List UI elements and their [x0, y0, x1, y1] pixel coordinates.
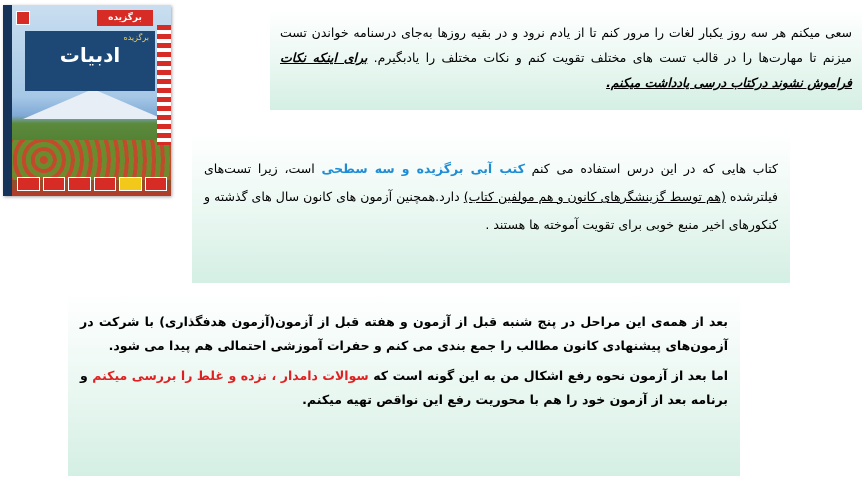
block: [17, 177, 40, 191]
book-title: ادبیات: [59, 43, 121, 67]
underlined-text: (هم توسط گزینشگرهای کانون و هم مولفین کتاب): [463, 189, 726, 204]
block: [119, 177, 142, 191]
paragraph: [204, 155, 778, 239]
block: [43, 177, 66, 191]
block: [94, 177, 117, 191]
study-tip-box-1: [270, 10, 862, 110]
body-text: سعی میکنم هر سه روز یکبار لغات را مرور کنم تا از یادم نرود و در بقیه روزها به‌جای درسنامه خواندن تست میزنم تا مهارت‌ها را در قالب تست های مختلف تقویت کنم و نکات مختلف را یادبگیرم.: [280, 25, 853, 65]
publisher-logo-icon: [16, 11, 30, 25]
paragraph-2: [80, 364, 728, 412]
study-tip-box-2: [192, 133, 790, 283]
highlight-text: برای اینکه نکات فراموش نشوند درکتاب درسی یادداشت میکنم.: [280, 50, 852, 90]
body-text: دارد.همچنین آزمون های کانون سال های گذشته و کنکورهای اخیر منبع خوبی برای تقویت آموخته ها هستند .: [204, 189, 778, 232]
paragraph-1: بعد از همه‌ی این مراحل در پنج شنبه قبل از آزمون و هفته قبل از آزمون(آزمون هدفگذاری) با شرکت در آزمون‌های پیشنهادی کانون مطالب را جمع بندی می کنم و حفرات آموزشی احتمالی هم پیدا می شود.: [80, 314, 728, 353]
block: [145, 177, 168, 191]
body-text: اما بعد از آزمون نحوه رفع اشکال من به این گونه است که: [368, 368, 728, 383]
body-text: و برنامه بعد از آزمون خود را هم با محوریت رفع این نواقص تهیه میکنم.: [80, 368, 728, 407]
bottom-blocks: [17, 177, 167, 191]
book-badge: برگزیده: [97, 10, 153, 26]
book-name-highlight: کتب آبی برگزیده و سه سطحی: [321, 161, 525, 176]
flowers-field: [12, 140, 171, 180]
book-title-panel: [25, 31, 155, 91]
red-highlight-text: سوالات دامدار ، نزده و غلط را بررسی میکنم: [92, 368, 369, 383]
body-text: کتاب هایی که در این درس استفاده می کنم: [524, 161, 778, 176]
block: [68, 177, 91, 191]
study-tip-box-3: [68, 292, 740, 476]
book-subtitle: برگزیده: [123, 33, 149, 42]
book-cover-image: [3, 5, 171, 196]
side-stripe: [157, 25, 171, 145]
book-spine: [3, 5, 12, 196]
paragraph: [280, 20, 852, 95]
mountain-shape: [23, 89, 163, 119]
body-text: است، زیرا تست‌های فیلترشده: [204, 161, 778, 204]
